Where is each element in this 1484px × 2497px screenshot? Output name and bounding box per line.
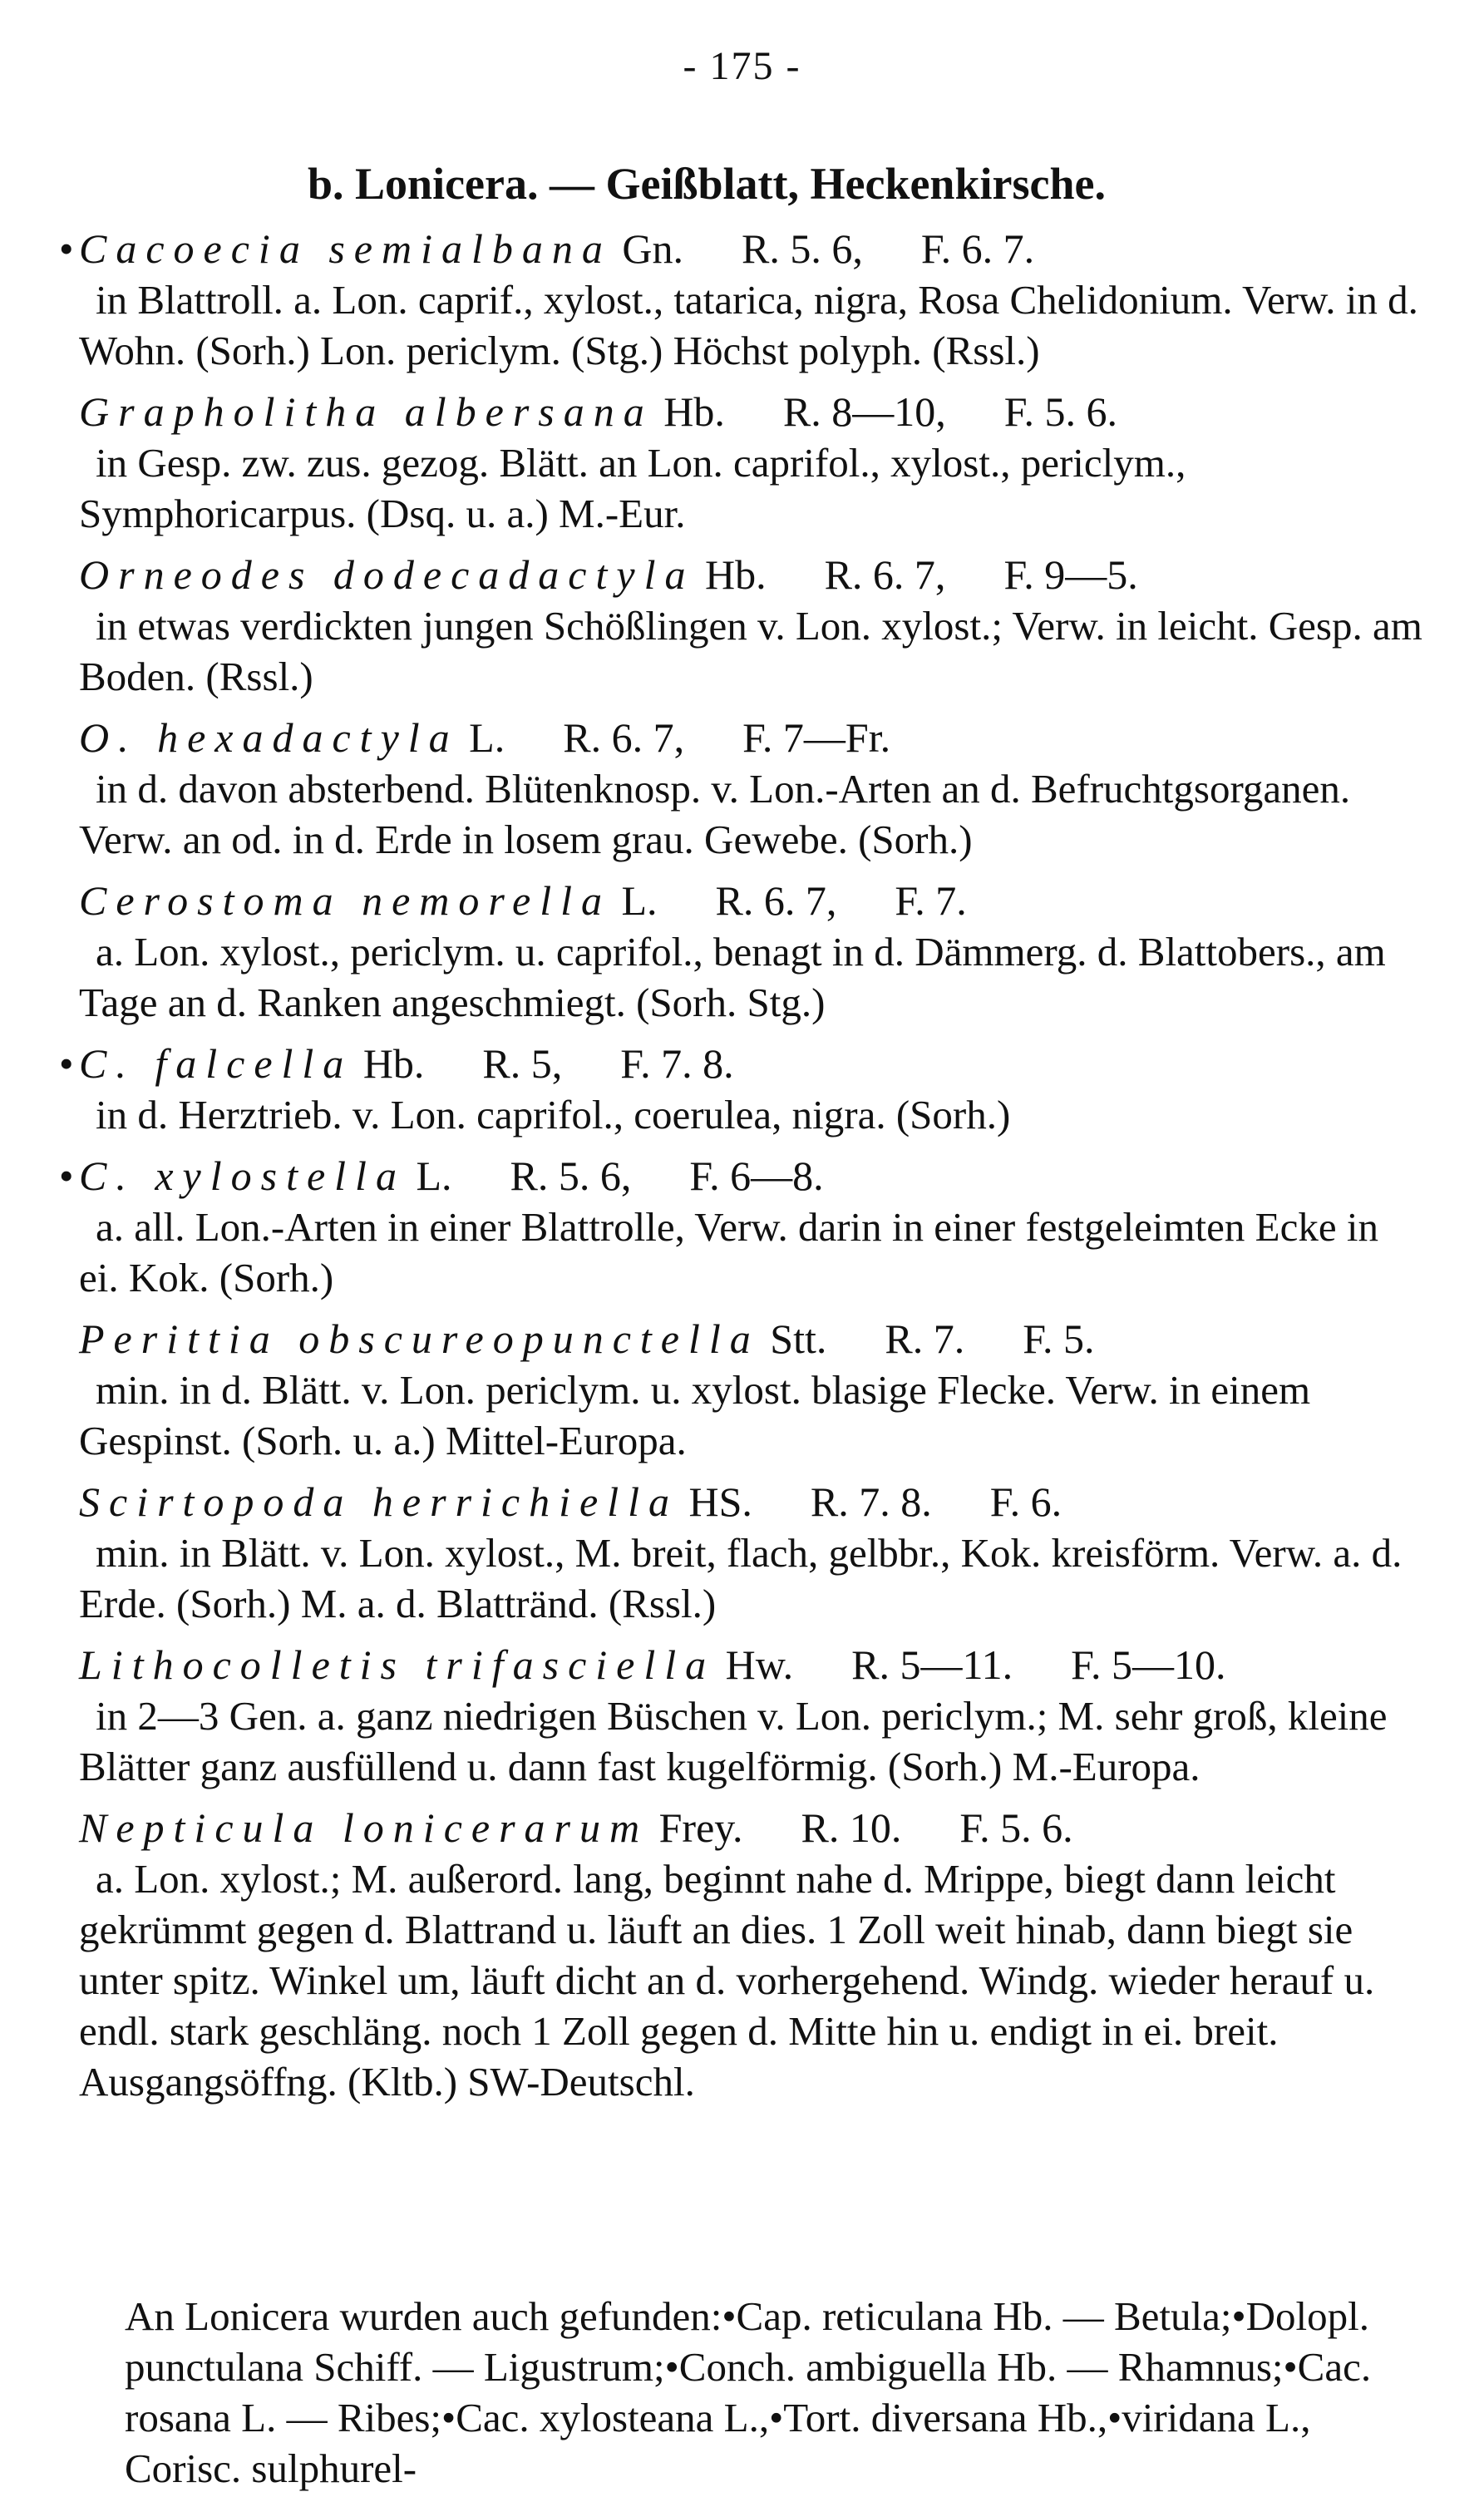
larva-period: R. 5. 6, bbox=[741, 225, 863, 272]
species-description: a. Lon. xylost.; M. außerord. lang, beginnt nahe d. Mrippe, biegt dann leicht gekrümmt gegen d. Blattrand u. läuft an dies. 1 Zoll weit hinab, dann biegt sie unter spitz. Winkel um, läuft dicht an d. vorhergehend. Windg. wieder herauf u. endl. stark geschläng. noch 1 Zoll gegen d. Mitte hin u. endigt in ei. breit. Ausgangsöffng. (Kltb.) SW-Deutschl. bbox=[79, 1856, 1375, 2105]
flight-period: F. 5. bbox=[1023, 1315, 1095, 1362]
species-author: Gn. bbox=[622, 225, 683, 272]
flight-period: F. 6—8. bbox=[689, 1152, 824, 1199]
flight-period: F. 6. bbox=[989, 1478, 1062, 1525]
species-name: Perittia obscureopunctella bbox=[79, 1315, 760, 1362]
species-entry bbox=[59, 1038, 1426, 1140]
species-name: C. falcella bbox=[79, 1040, 353, 1087]
species-description: in d. davon absterbend. Blütenknosp. v. Lon.-Arten an d. Befruchtgsorganen. Verw. an od. in d. Erde in losem grau. Gewebe. (Sorh.) bbox=[79, 766, 1351, 862]
larva-period: R. 8—10, bbox=[782, 388, 946, 435]
larva-period: R. 5, bbox=[482, 1040, 563, 1087]
species-entry bbox=[79, 386, 1426, 539]
species-name: Scirtopoda herrichiella bbox=[79, 1478, 678, 1525]
species-author: Hb. bbox=[663, 388, 725, 435]
species-author: Stt. bbox=[770, 1315, 827, 1362]
flight-period: F. 9—5. bbox=[1003, 551, 1138, 598]
species-name: Nepticula lonicerarum bbox=[79, 1804, 649, 1851]
flight-period: F. 6. 7. bbox=[920, 225, 1035, 272]
larva-period: R. 5—11. bbox=[851, 1641, 1013, 1688]
species-author: L. bbox=[621, 877, 658, 924]
species-entry bbox=[79, 549, 1426, 702]
flight-period: F. 5. 6. bbox=[959, 1804, 1073, 1851]
species-name: Orneodes dodecadactyla bbox=[79, 551, 695, 598]
species-author: Frey. bbox=[658, 1804, 743, 1851]
species-description: in Gesp. zw. zus. gezog. Blätt. an Lon. caprifol., xylost., periclym., Symphoricarpus. (Dsq. u. a.) M.-Eur. bbox=[79, 440, 1186, 536]
entry-bullet: • bbox=[59, 1040, 74, 1087]
species-description: a. all. Lon.-Arten in einer Blattrolle, Verw. darin in einer festgeleimten Ecke in ei. Kok. (Sorh.) bbox=[79, 1204, 1378, 1300]
species-description: in etwas verdickten jungen Schößlingen v. Lon. xylost.; Verw. in leicht. Gesp. am Boden. (Rssl.) bbox=[79, 603, 1422, 699]
larva-period: R. 10. bbox=[801, 1804, 902, 1851]
species-heading bbox=[79, 875, 1426, 926]
species-name: Grapholitha albersana bbox=[79, 388, 653, 435]
flight-period: F. 7. bbox=[895, 877, 967, 924]
species-name: Cacoecia semialbana bbox=[79, 225, 612, 272]
species-heading bbox=[59, 223, 1426, 274]
species-entry bbox=[59, 223, 1426, 376]
species-entry bbox=[79, 1476, 1426, 1629]
page-number: - 175 - bbox=[683, 44, 801, 88]
species-entry bbox=[79, 1639, 1426, 1792]
larva-period: R. 6. 7, bbox=[715, 877, 837, 924]
footnote: An Lonicera wurden auch gefunden:•Cap. reticulana Hb. — Betula;•Dolopl. punctulana Schiff. — Ligustrum;•Conch. ambiguella Hb. — Rhamnus;•Cac. rosana L. — Ribes;•Cac. xylosteana L.,•Tort. diversana Hb.,•viridana L., Corisc. sulphurel- bbox=[125, 2293, 1372, 2491]
entry-bullet: • bbox=[59, 1152, 74, 1199]
larva-period: R. 6. 7, bbox=[563, 714, 685, 761]
species-heading bbox=[79, 1802, 1426, 1853]
species-heading bbox=[79, 1639, 1426, 1690]
species-description: in 2—3 Gen. a. ganz niedrigen Büschen v. Lon. periclym.; M. sehr groß, kleine Blätter ganz ausfüllend u. dann fast kugelförmig. (Sorh.) M.-Europa. bbox=[79, 1693, 1388, 1789]
species-description: min. in Blätt. v. Lon. xylost., M. breit, flach, gelbbr., Kok. kreisförm. Verw. a. d. Erde. (Sorh.) M. a. d. Blattränd. (Rssl.) bbox=[79, 1530, 1403, 1626]
species-name: O. hexadactyla bbox=[79, 714, 459, 761]
species-entry bbox=[79, 712, 1426, 865]
flight-period: F. 5—10. bbox=[1071, 1641, 1226, 1688]
species-heading bbox=[79, 549, 1426, 600]
species-name: C. xylostella bbox=[79, 1152, 406, 1199]
larva-period: R. 7. bbox=[885, 1315, 965, 1362]
species-name: Lithocolletis trifasciella bbox=[79, 1641, 716, 1688]
species-entry-list bbox=[59, 223, 1426, 2117]
flight-period: F. 7. 8. bbox=[620, 1040, 734, 1087]
species-description: in d. Herztrieb. v. Lon. caprifol., coerulea, nigra. (Sorh.) bbox=[96, 1092, 1011, 1137]
species-description: in Blattroll. a. Lon. caprif., xylost., tatarica, nigra, Rosa Chelidonium. Verw. in d. Wohn. (Sorh.) Lon. periclym. (Stg.) Höchst polyph. (Rssl.) bbox=[79, 277, 1418, 373]
flight-period: F. 7—Fr. bbox=[742, 714, 891, 761]
species-author: Hw. bbox=[725, 1641, 794, 1688]
species-heading bbox=[59, 1038, 1426, 1089]
species-author: Hb. bbox=[362, 1040, 425, 1087]
species-heading bbox=[79, 1313, 1426, 1364]
species-description: a. Lon. xylost., periclym. u. caprifol., benagt in d. Dämmerg. d. Blattobers., am Tage an d. Ranken angeschmiegt. (Sorh. Stg.) bbox=[79, 929, 1386, 1025]
species-author: L. bbox=[416, 1152, 452, 1199]
larva-period: R. 5. 6, bbox=[510, 1152, 632, 1199]
species-entry bbox=[79, 875, 1426, 1028]
species-entry bbox=[79, 1802, 1426, 2107]
species-heading bbox=[79, 386, 1426, 437]
larva-period: R. 7. 8. bbox=[810, 1478, 932, 1525]
species-description: min. in d. Blätt. v. Lon. periclym. u. xylost. blasige Flecke. Verw. in einem Gespinst. (Sorh. u. a.) Mittel-Europa. bbox=[79, 1367, 1311, 1463]
species-entry bbox=[59, 1150, 1426, 1303]
species-name: Cerostoma nemorella bbox=[79, 877, 611, 924]
species-author: Hb. bbox=[704, 551, 767, 598]
species-entry bbox=[79, 1313, 1426, 1466]
entry-bullet: • bbox=[59, 225, 74, 272]
larva-period: R. 6. 7, bbox=[824, 551, 946, 598]
species-author: L. bbox=[469, 714, 505, 761]
species-heading bbox=[79, 712, 1426, 763]
species-heading bbox=[59, 1150, 1426, 1202]
section-title: b. Lonicera. — Geißblatt, Heckenkirsche. bbox=[308, 159, 1106, 209]
species-author: HS. bbox=[688, 1478, 752, 1525]
flight-period: F. 5. 6. bbox=[1003, 388, 1118, 435]
species-heading bbox=[79, 1476, 1426, 1527]
